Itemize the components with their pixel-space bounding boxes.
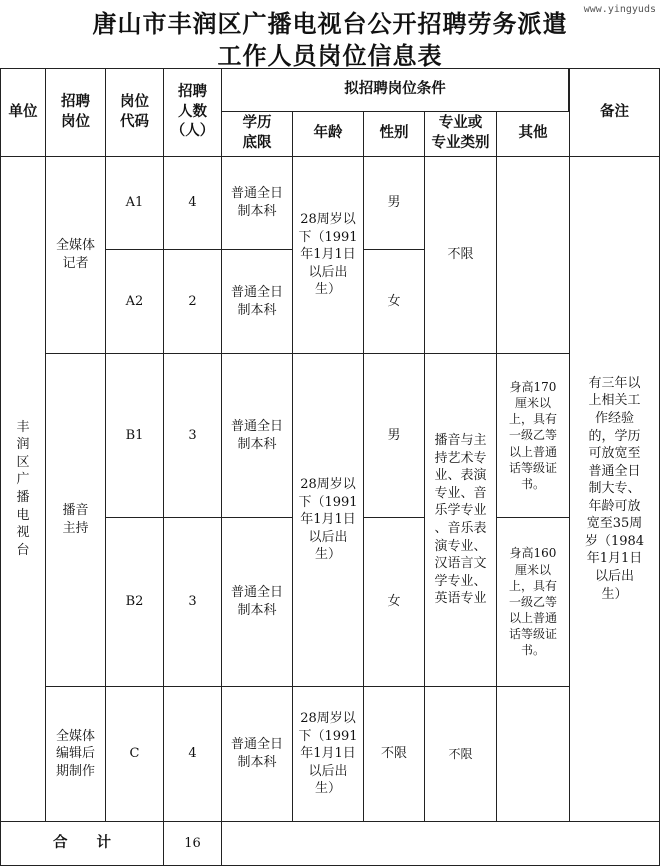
count-cell: 4: [163, 686, 222, 822]
header-position: 招聘 岗位: [45, 68, 106, 157]
code-cell: A2: [105, 249, 164, 354]
header-education: 学历 底限: [221, 111, 293, 157]
count-cell: 3: [163, 517, 222, 687]
total-value: 16: [163, 821, 222, 866]
education-cell: 普通全日 制本科: [221, 353, 293, 518]
header-unit: 单位: [0, 68, 46, 157]
position-editor: 全媒体 编辑后 期制作: [45, 686, 106, 822]
code-cell: A1: [105, 156, 164, 250]
other-cell-a: [496, 156, 570, 354]
count-cell: 3: [163, 353, 222, 518]
education-cell: 普通全日 制本科: [221, 686, 293, 822]
education-cell: 普通全日 制本科: [221, 517, 293, 687]
age-cell-a: 28周岁以 下（1991 年1月1日 以后出 生）: [292, 156, 364, 354]
header-major: 专业或 专业类别: [424, 111, 497, 157]
page-title-line2: 工作人员岗位信息表: [217, 41, 443, 70]
header-remarks: 备注: [569, 68, 660, 157]
other-cell-b2: 身高160 厘米以 上，具有 一级乙等 以上普通 话等级证 书。: [496, 517, 570, 687]
major-cell-a: 不限: [424, 156, 497, 354]
position-journalist: 全媒体 记者: [45, 156, 106, 354]
position-host: 播音 主持: [45, 353, 106, 687]
watermark: www.yingyuds: [583, 4, 656, 15]
gender-cell: 不限: [363, 686, 425, 822]
code-cell: B2: [105, 517, 164, 687]
other-cell-b1: 身高170 厘米以 上，具有 一级乙等 以上普通 话等级证 书。: [496, 353, 570, 518]
total-empty: [221, 821, 660, 866]
major-cell-b: 播音与主 持艺术专 业、表演 专业、音 乐学专业 、音乐表 演专业、 汉语言文 学专业、 英语专业: [424, 353, 497, 687]
age-cell-c: 28周岁以 下（1991 年1月1日 以后出 生）: [292, 686, 364, 822]
gender-cell: 女: [363, 517, 425, 687]
gender-cell: 男: [363, 353, 425, 518]
count-cell: 4: [163, 156, 222, 250]
header-conditions: 拟招聘岗位条件: [221, 68, 569, 112]
total-label: 合 计: [0, 821, 164, 866]
education-cell: 普通全日 制本科: [221, 156, 293, 250]
count-cell: 2: [163, 249, 222, 354]
gender-cell: 男: [363, 156, 425, 250]
age-cell-b: 28周岁以 下（1991 年1月1日 以后出 生）: [292, 353, 364, 687]
major-cell-c: 不限: [424, 686, 497, 822]
gender-cell: 女: [363, 249, 425, 354]
header-count: 招聘 人数 （人）: [163, 68, 222, 157]
header-other: 其他: [496, 111, 570, 157]
code-cell: B1: [105, 353, 164, 518]
unit-name: 丰 润 区 广 播 电 视 台: [0, 156, 46, 822]
header-gender: 性别: [363, 111, 425, 157]
remarks-cell: 有三年以 上相关工 作经验 的，学历 可放宽至 普通全日 制大专、 年龄可放 宽至35周 岁（1984 年1月1日 以后出 生）: [569, 156, 660, 822]
header-age: 年龄: [292, 111, 364, 157]
other-cell-c: [496, 686, 570, 822]
code-cell: C: [105, 686, 164, 822]
page-title-line1: 唐山市丰润区广播电视台公开招聘劳务派遣: [92, 9, 568, 38]
education-cell: 普通全日 制本科: [221, 249, 293, 354]
header-code: 岗位 代码: [105, 68, 164, 157]
